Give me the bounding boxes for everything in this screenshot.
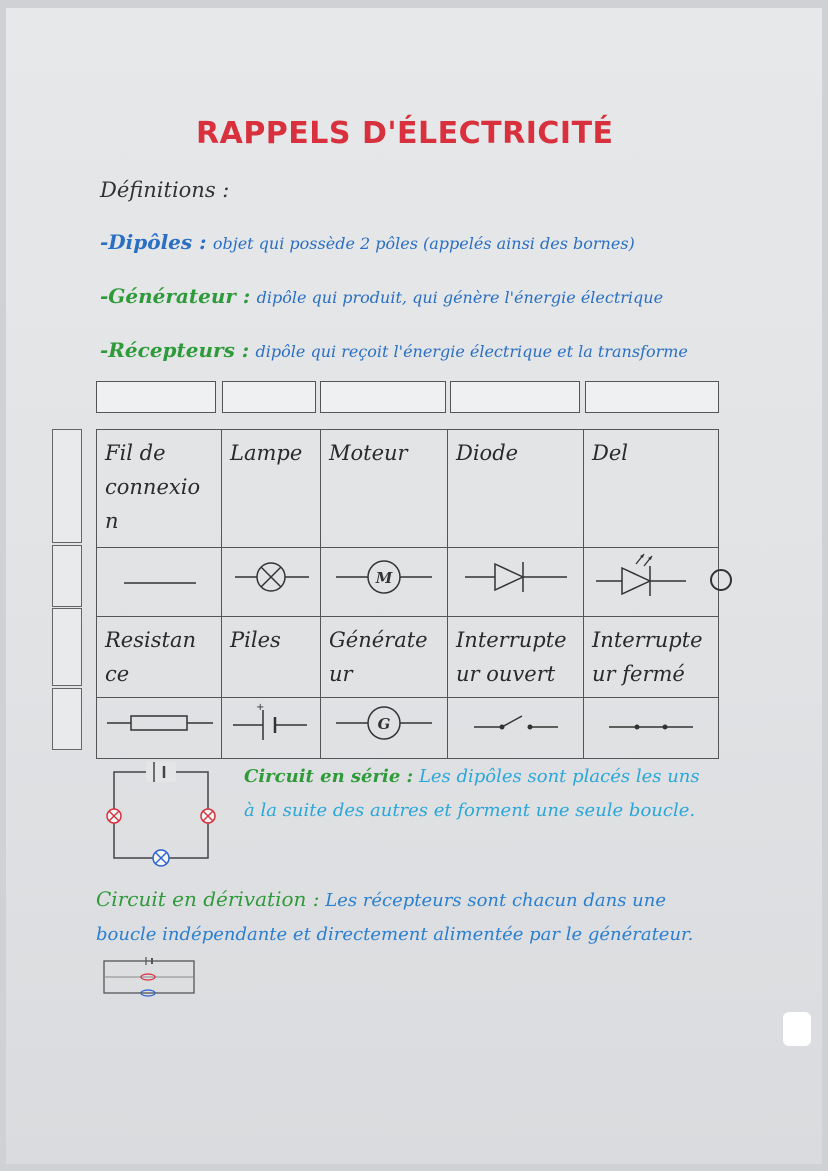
- symbol-generator-cell: [321, 698, 448, 759]
- symbols-table: [96, 429, 719, 759]
- series-text: Les dipôles sont placés les uns à la suite des autres et forment une seule boucle.: [244, 766, 700, 821]
- table-row: [97, 430, 719, 548]
- cell-interrupteur-ferme: Interrupte ur fermé: [584, 617, 719, 698]
- empty-header-box: [222, 381, 316, 413]
- definition-recepteurs: [100, 338, 688, 362]
- cell-del: Del: [584, 430, 719, 548]
- motor-symbol-icon: [324, 552, 444, 602]
- row-tab: [52, 545, 82, 607]
- empty-header-box: [96, 381, 216, 413]
- definition-term: -Générateur :: [100, 284, 251, 308]
- table-row: [97, 548, 719, 617]
- definition-dipoles: [100, 230, 635, 254]
- symbol-open-switch-cell: [448, 698, 584, 759]
- definition-text: dipôle qui reçoit l'énergie électrique et la transforme: [255, 342, 688, 361]
- cell-fil: Fil de connexio n: [97, 430, 222, 548]
- symbol-closed-switch-cell: [584, 698, 719, 759]
- svg-text:+: +: [256, 702, 265, 713]
- series-label: Circuit en série :: [244, 766, 414, 787]
- battery-symbol-icon: [223, 698, 319, 748]
- derivation-circuit-diagram: [100, 955, 200, 997]
- definition-term: -Récepteurs :: [100, 338, 250, 362]
- connector-circle-icon: [708, 567, 734, 593]
- symbol-led-cell: [584, 548, 719, 617]
- definitions-heading: Définitions :: [100, 178, 230, 202]
- open-switch-symbol-icon: [456, 701, 576, 745]
- closed-switch-symbol-icon: [591, 701, 711, 745]
- cell-moteur: Moteur: [321, 430, 448, 548]
- led-symbol-icon: [586, 548, 716, 606]
- symbol-motor-cell: [321, 548, 448, 617]
- symbol-resistor-cell: [97, 698, 222, 759]
- symbol-battery-cell: [222, 698, 321, 759]
- glare-spot: [783, 1012, 811, 1046]
- cell-piles: Piles: [222, 617, 321, 698]
- definition-term: -Dipôles :: [100, 230, 207, 254]
- empty-header-box: [450, 381, 580, 413]
- generator-symbol-icon: [324, 698, 444, 748]
- empty-header-box: [585, 381, 719, 413]
- definition-generateur: [100, 284, 663, 308]
- cell-diode: Diode: [448, 430, 584, 548]
- generator-letter: G: [377, 715, 391, 733]
- row-tab: [52, 608, 82, 686]
- symbol-lamp-cell: [222, 548, 321, 617]
- derivation-text: Les récepteurs sont chacun dans une boucle indépendante et directement alimentée par le générateur.: [96, 890, 694, 945]
- derivation-paragraph: [96, 882, 726, 952]
- series-circuit-paragraph: [244, 760, 714, 828]
- wire-symbol-icon: [104, 557, 214, 597]
- series-circuit-diagram: [100, 754, 220, 869]
- table-row: [97, 698, 719, 759]
- page-title: RAPPELS D'ÉLECTRICITÉ: [196, 116, 614, 151]
- row-tab: [52, 688, 82, 750]
- definition-text: objet qui possède 2 pôles (appelés ainsi des bornes): [212, 234, 635, 253]
- symbol-diode-cell: [448, 548, 584, 617]
- row-tab: [52, 429, 82, 543]
- derivation-label: Circuit en dérivation :: [96, 887, 320, 911]
- lamp-symbol-icon: [223, 552, 319, 602]
- cell-lampe: Lampe: [222, 430, 321, 548]
- cell-generateur: Générate ur: [321, 617, 448, 698]
- cell-resistance: Resistan ce: [97, 617, 222, 698]
- diode-symbol-icon: [451, 552, 581, 602]
- symbol-wire-cell: [97, 548, 222, 617]
- motor-letter: M: [375, 569, 393, 587]
- empty-header-box: [320, 381, 446, 413]
- cell-interrupteur-ouvert: Interrupte ur ouvert: [448, 617, 584, 698]
- resistor-symbol-icon: [99, 701, 219, 745]
- table-row: [97, 617, 719, 698]
- definition-text: dipôle qui produit, qui génère l'énergie électrique: [256, 288, 664, 307]
